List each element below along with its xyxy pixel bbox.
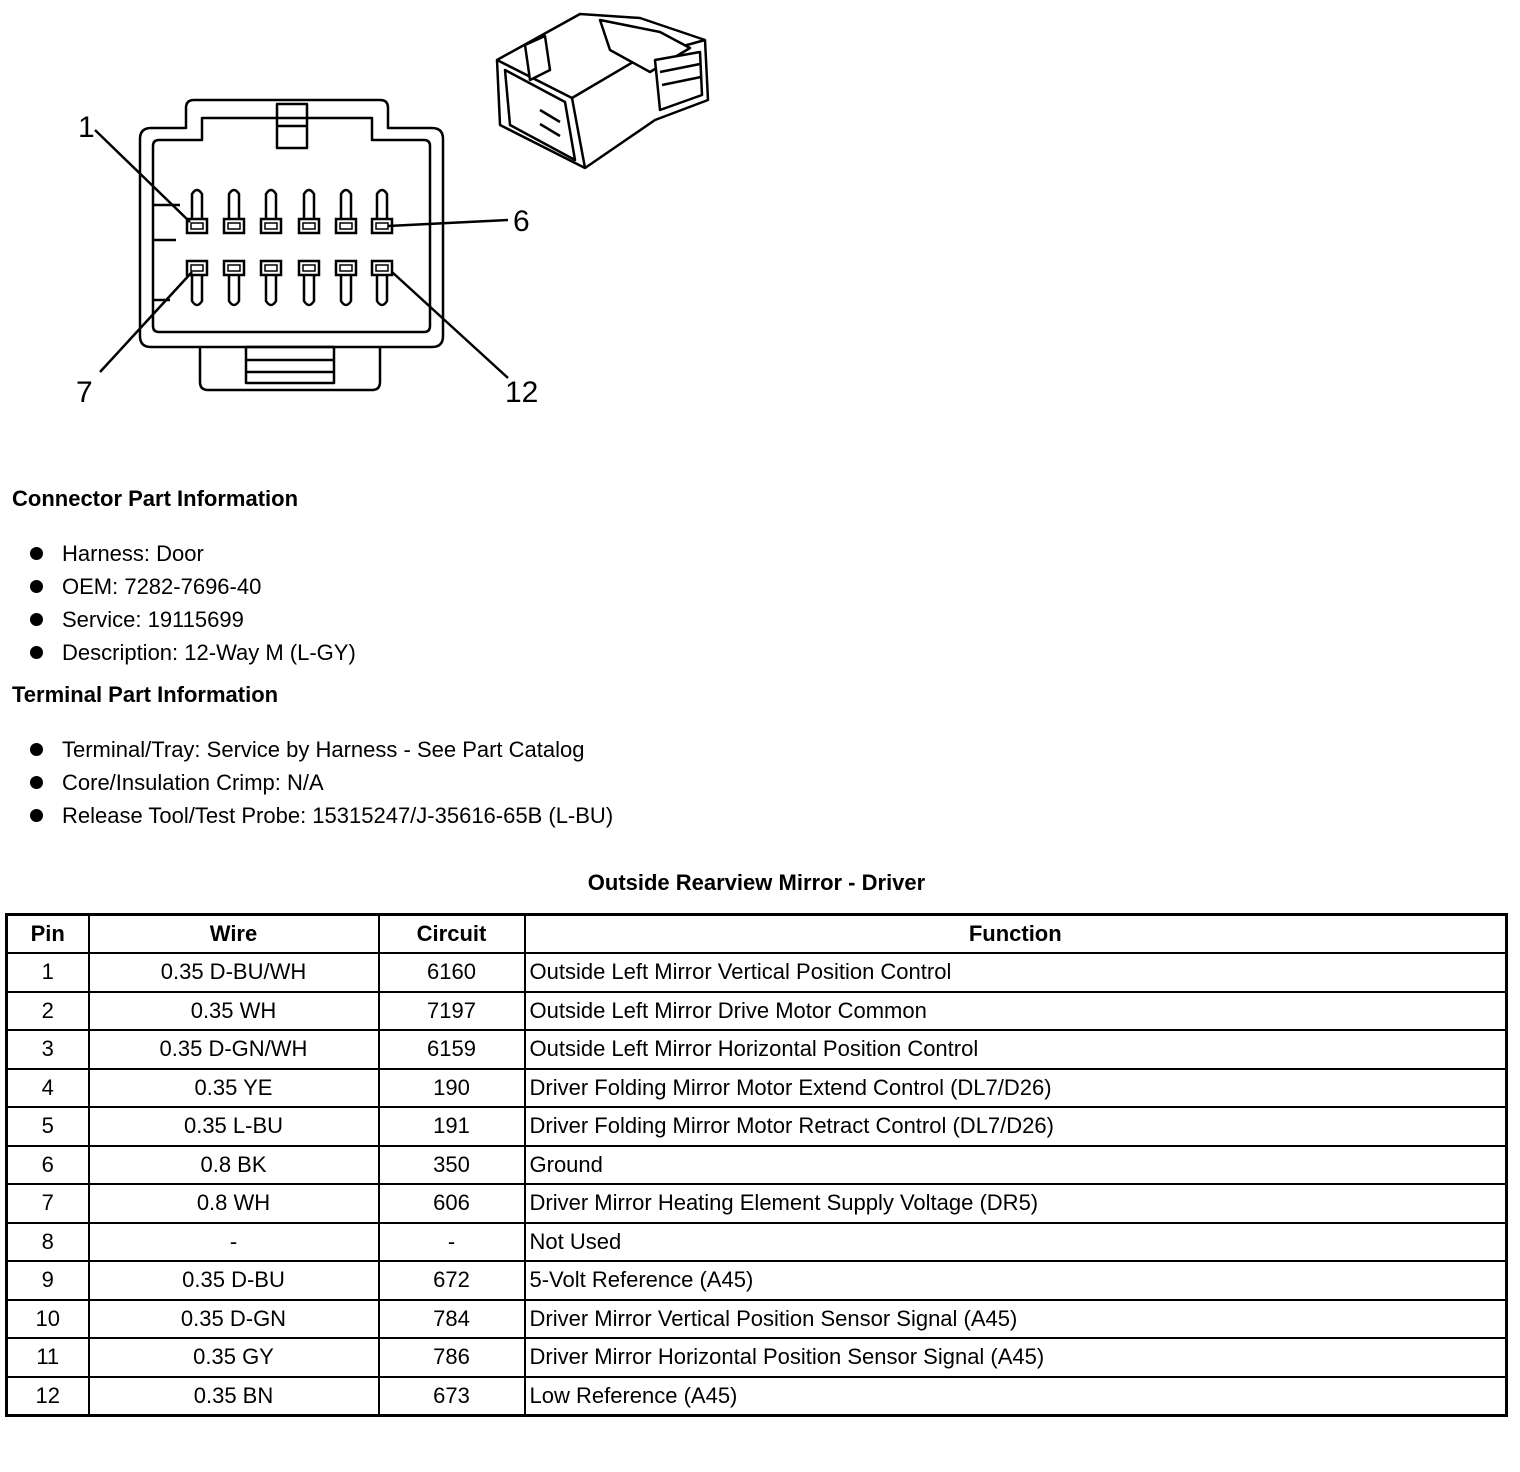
list-item: Service: 19115699 xyxy=(30,603,356,636)
cell-wire: 0.8 BK xyxy=(89,1146,379,1185)
pin-label-12: 12 xyxy=(505,376,539,409)
cell-function: Driver Folding Mirror Motor Retract Control (DL7/D26) xyxy=(525,1107,1507,1146)
connector-housing-outline xyxy=(140,100,443,347)
connector-diagram xyxy=(0,0,760,430)
table-row xyxy=(7,1261,1507,1300)
cell-function: Driver Mirror Heating Element Supply Voltage (DR5) xyxy=(525,1184,1507,1223)
cell-wire: 0.35 WH xyxy=(89,992,379,1031)
cell-wire: 0.35 GY xyxy=(89,1338,379,1377)
table-row xyxy=(7,1223,1507,1262)
column-header-circuit: Circuit xyxy=(379,915,525,954)
table-row xyxy=(7,1377,1507,1416)
list-item: Description: 12-Way M (L-GY) xyxy=(30,636,356,669)
pin-cavities xyxy=(187,190,392,305)
list-item: Release Tool/Test Probe: 15315247/J-35616-65B (L-BU) xyxy=(30,799,613,832)
bullet-icon xyxy=(30,580,43,593)
leader-pin-1 xyxy=(95,130,190,222)
pin-cavity-8 xyxy=(224,261,244,305)
cell-wire: 0.35 D-GN xyxy=(89,1300,379,1339)
cell-function: Outside Left Mirror Drive Motor Common xyxy=(525,992,1507,1031)
table-row xyxy=(7,1338,1507,1377)
cell-function: 5-Volt Reference (A45) xyxy=(525,1261,1507,1300)
cell-wire: 0.8 WH xyxy=(89,1184,379,1223)
cell-circuit: 6159 xyxy=(379,1030,525,1069)
pin-cavity-4 xyxy=(299,190,319,233)
table-row xyxy=(7,992,1507,1031)
terminal-info-list xyxy=(30,733,613,832)
cell-circuit: 190 xyxy=(379,1069,525,1108)
cell-function: Driver Folding Mirror Motor Extend Control (DL7/D26) xyxy=(525,1069,1507,1108)
cell-wire: 0.35 BN xyxy=(89,1377,379,1416)
cell-pin: 9 xyxy=(7,1261,89,1300)
cell-pin: 1 xyxy=(7,953,89,992)
cell-circuit: 672 xyxy=(379,1261,525,1300)
cell-pin: 11 xyxy=(7,1338,89,1377)
cell-wire: 0.35 D-GN/WH xyxy=(89,1030,379,1069)
table-row xyxy=(7,1030,1507,1069)
leader-pin-6 xyxy=(388,220,508,226)
pin-cavity-10 xyxy=(299,261,319,305)
bullet-icon xyxy=(30,613,43,626)
pin-cavity-7 xyxy=(187,261,207,305)
bullet-icon xyxy=(30,547,43,560)
pin-cavity-12 xyxy=(372,261,392,305)
cell-circuit: 6160 xyxy=(379,953,525,992)
cell-wire: 0.35 D-BU xyxy=(89,1261,379,1300)
pin-cavity-1 xyxy=(187,190,207,233)
list-item: Core/Insulation Crimp: N/A xyxy=(30,766,613,799)
cell-function: Ground xyxy=(525,1146,1507,1185)
table-header-row xyxy=(7,915,1507,954)
cell-wire: 0.35 D-BU/WH xyxy=(89,953,379,992)
bullet-icon xyxy=(30,776,43,789)
cell-pin: 7 xyxy=(7,1184,89,1223)
cell-wire: 0.35 L-BU xyxy=(89,1107,379,1146)
cell-pin: 12 xyxy=(7,1377,89,1416)
cell-function: Outside Left Mirror Horizontal Position Control xyxy=(525,1030,1507,1069)
list-item: Harness: Door xyxy=(30,537,356,570)
cell-pin: 8 xyxy=(7,1223,89,1262)
pin-cavity-9 xyxy=(261,261,281,305)
pin-label-6: 6 xyxy=(513,205,530,238)
column-header-function: Function xyxy=(525,915,1507,954)
cell-pin: 5 xyxy=(7,1107,89,1146)
pinout-table xyxy=(5,913,1508,1417)
pin-cavity-3 xyxy=(261,190,281,233)
cell-wire: - xyxy=(89,1223,379,1262)
leader-pin-7 xyxy=(100,272,192,372)
pin-cavity-2 xyxy=(224,190,244,233)
bullet-icon xyxy=(30,646,43,659)
cell-circuit: 673 xyxy=(379,1377,525,1416)
pin-label-1: 1 xyxy=(78,111,95,144)
cell-function: Not Used xyxy=(525,1223,1507,1262)
column-header-pin: Pin xyxy=(7,915,89,954)
column-header-wire: Wire xyxy=(89,915,379,954)
table-row xyxy=(7,1184,1507,1223)
cell-pin: 10 xyxy=(7,1300,89,1339)
cell-wire: 0.35 YE xyxy=(89,1069,379,1108)
cell-function: Low Reference (A45) xyxy=(525,1377,1507,1416)
cell-function: Outside Left Mirror Vertical Position Control xyxy=(525,953,1507,992)
table-row xyxy=(7,1300,1507,1339)
terminal-info-heading: Terminal Part Information xyxy=(12,682,279,707)
table-row xyxy=(7,953,1507,992)
cell-circuit: 606 xyxy=(379,1184,525,1223)
cell-pin: 6 xyxy=(7,1146,89,1185)
pin-cavity-11 xyxy=(336,261,356,305)
table-row xyxy=(7,1069,1507,1108)
bullet-icon xyxy=(30,809,43,822)
connector-info-list xyxy=(30,537,356,669)
cell-pin: 2 xyxy=(7,992,89,1031)
cell-circuit: 350 xyxy=(379,1146,525,1185)
connector-3d-icon xyxy=(497,14,708,168)
connector-info-heading: Connector Part Information xyxy=(12,486,299,511)
cell-pin: 3 xyxy=(7,1030,89,1069)
table-title: Outside Rearview Mirror - Driver xyxy=(587,870,926,895)
table-row xyxy=(7,1107,1507,1146)
list-item: Terminal/Tray: Service by Harness - See Part Catalog xyxy=(30,733,613,766)
cell-function: Driver Mirror Vertical Position Sensor Signal (A45) xyxy=(525,1300,1507,1339)
cell-circuit: - xyxy=(379,1223,525,1262)
cell-circuit: 786 xyxy=(379,1338,525,1377)
cell-function: Driver Mirror Horizontal Position Sensor Signal (A45) xyxy=(525,1338,1507,1377)
cell-circuit: 7197 xyxy=(379,992,525,1031)
list-item: OEM: 7282-7696-40 xyxy=(30,570,356,603)
bullet-icon xyxy=(30,743,43,756)
cell-circuit: 191 xyxy=(379,1107,525,1146)
cell-circuit: 784 xyxy=(379,1300,525,1339)
pin-cavity-5 xyxy=(336,190,356,233)
table-row xyxy=(7,1146,1507,1185)
pin-label-7: 7 xyxy=(76,376,93,409)
leader-pin-12 xyxy=(392,272,508,378)
cell-pin: 4 xyxy=(7,1069,89,1108)
